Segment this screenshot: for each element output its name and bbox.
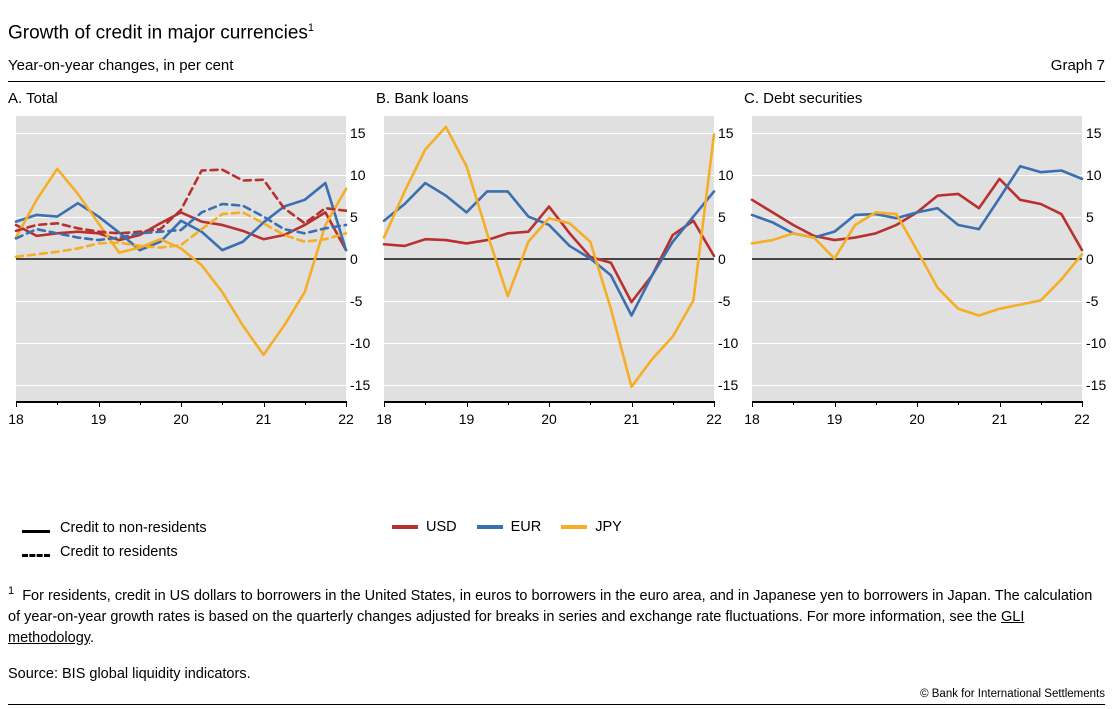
- graph-number: Graph 7: [1050, 57, 1105, 75]
- x-axis-tick-mark: [752, 401, 753, 407]
- panel-total: [8, 90, 376, 436]
- x-axis-tick-label: 18: [376, 411, 392, 428]
- header-divider: [8, 81, 1105, 82]
- footnote-text-after: .: [89, 629, 94, 646]
- jpy-color-swatch: [561, 525, 587, 529]
- plot-area: [744, 116, 1112, 436]
- page-title-text: Growth of credit in major currencies: [8, 22, 308, 44]
- legend-currencies: [392, 519, 642, 535]
- y-axis-tick-label: -15: [718, 376, 739, 393]
- legend-label: Credit to residents: [60, 544, 178, 560]
- y-axis-tick-label: 10: [718, 167, 734, 183]
- legend-item-usd: [392, 519, 457, 535]
- page-title: [8, 16, 1105, 45]
- x-axis-tick-label: 21: [991, 411, 1008, 428]
- x-axis-tick-mark: [1082, 401, 1083, 407]
- legend-label: Credit to non-residents: [60, 520, 207, 536]
- x-axis-tick-label: 18: [744, 411, 760, 428]
- chart-page: [0, 16, 1113, 709]
- x-axis-minor-tick: [590, 401, 591, 405]
- x-axis-tick-mark: [264, 401, 265, 407]
- x-axis-tick-label: 22: [706, 411, 722, 428]
- title-footnote-marker: 1: [307, 22, 315, 34]
- series-line: [752, 179, 1082, 250]
- series-line: [16, 169, 346, 355]
- series-lines: [752, 116, 1082, 401]
- x-axis-tick-mark: [632, 401, 633, 407]
- legend-item-residents: [22, 540, 207, 564]
- y-axis-tick-label: 10: [350, 167, 366, 183]
- y-axis-tick-label: 0: [350, 250, 358, 267]
- legend-line-styles: [22, 516, 207, 564]
- x-axis-tick-mark: [467, 401, 468, 407]
- x-axis-minor-tick: [1041, 401, 1042, 405]
- y-axis-tick-label: 15: [718, 125, 734, 142]
- copyright-note: © Bank for International Settlements: [920, 688, 1105, 700]
- panels-container: [8, 90, 1105, 436]
- footer-divider: [8, 704, 1105, 705]
- y-axis-tick-label: 5: [350, 208, 358, 225]
- plot-area: [376, 116, 744, 436]
- panel-title: A. Total: [8, 90, 58, 108]
- dashed-line-icon: [22, 554, 50, 557]
- x-axis-tick-mark: [714, 401, 715, 407]
- x-axis-tick-mark: [384, 401, 385, 407]
- subhead-row: [8, 57, 1105, 74]
- x-axis-minor-tick: [876, 401, 877, 405]
- x-axis-tick-mark: [835, 401, 836, 407]
- y-axis-tick-label: 0: [718, 250, 726, 267]
- x-axis-tick-label: 19: [458, 411, 475, 428]
- series-lines: [384, 116, 714, 401]
- x-axis-minor-tick: [140, 401, 141, 405]
- series-lines: [16, 116, 346, 401]
- x-axis-tick-mark: [1000, 401, 1001, 407]
- legend-label: JPY: [595, 519, 622, 535]
- legend-item-eur: [477, 519, 542, 535]
- y-axis-tick-label: -5: [718, 292, 731, 309]
- y-axis-tick-label: 15: [1086, 125, 1102, 142]
- y-axis-tick-label: -5: [1086, 292, 1099, 309]
- panel-debt-securities: [744, 90, 1112, 436]
- usd-color-swatch: [392, 525, 418, 529]
- x-axis-tick-label: 20: [541, 411, 557, 428]
- page-subtitle: Year-on-year changes, in per cent: [8, 57, 234, 75]
- x-axis-minor-tick: [305, 401, 306, 405]
- y-axis-tick-label: -5: [350, 292, 363, 309]
- x-axis-tick-mark: [99, 401, 100, 407]
- gli-methodology-link[interactable]: GLI methodology: [8, 608, 1025, 646]
- x-axis-tick-mark: [346, 401, 347, 407]
- plot-area: [8, 116, 376, 436]
- y-axis-tick-label: 0: [1086, 250, 1094, 267]
- x-axis-minor-tick: [222, 401, 223, 405]
- x-axis-minor-tick: [508, 401, 509, 405]
- x-axis-minor-tick: [57, 401, 58, 405]
- x-axis-tick-label: 22: [1074, 411, 1090, 428]
- legend-label: EUR: [510, 519, 542, 535]
- eur-color-swatch: [477, 525, 503, 529]
- panel-title: C. Debt securities: [744, 90, 863, 108]
- panel-bank-loans: [376, 90, 744, 436]
- x-axis-tick-label: 19: [826, 411, 843, 428]
- y-axis-tick-label: 15: [350, 125, 366, 142]
- x-axis-tick-label: 21: [623, 411, 640, 428]
- y-axis-tick-label: -10: [1086, 334, 1107, 351]
- panel-title: B. Bank loans: [376, 90, 469, 108]
- solid-line-icon: [22, 530, 50, 533]
- x-axis-minor-tick: [793, 401, 794, 405]
- footnote: [8, 581, 1105, 649]
- x-axis-tick-label: 19: [90, 411, 107, 428]
- footnote-text-before: For residents, credit in US dollars to borrowers in the United States, in euros to borrowers in the euro area, and in Japanese yen to borrowers in Japan. The calculation of year-on-year growth rates is based on the quarterly changes adjusted for breaks in series and exchange rate fluctuations. For more information, see the: [8, 587, 1093, 625]
- x-axis-tick-label: 21: [255, 411, 272, 428]
- x-axis-minor-tick: [673, 401, 674, 405]
- y-axis-tick-label: 10: [1086, 167, 1102, 183]
- y-axis-tick-label: -10: [718, 334, 739, 351]
- x-axis-tick-mark: [16, 401, 17, 407]
- x-axis-tick-mark: [917, 401, 918, 407]
- legend-item-non-residents: [22, 516, 207, 540]
- footnote-marker: 1: [8, 585, 15, 597]
- y-axis-tick-label: 5: [718, 208, 726, 225]
- x-axis-tick-label: 18: [8, 411, 24, 428]
- y-axis-tick-label: -10: [350, 334, 371, 351]
- x-axis-minor-tick: [958, 401, 959, 405]
- legend-item-jpy: [561, 519, 622, 535]
- y-axis-tick-label: 5: [1086, 208, 1094, 225]
- x-axis-tick-label: 20: [909, 411, 925, 428]
- x-axis-tick-label: 22: [338, 411, 354, 428]
- x-axis-tick-mark: [181, 401, 182, 407]
- y-axis-tick-label: -15: [350, 376, 371, 393]
- x-axis-minor-tick: [425, 401, 426, 405]
- x-axis-tick-mark: [549, 401, 550, 407]
- x-axis-tick-label: 20: [173, 411, 189, 428]
- source-note: Source: BIS global liquidity indicators.: [8, 666, 251, 682]
- legend-label: USD: [426, 519, 457, 535]
- y-axis-tick-label: -15: [1086, 376, 1107, 393]
